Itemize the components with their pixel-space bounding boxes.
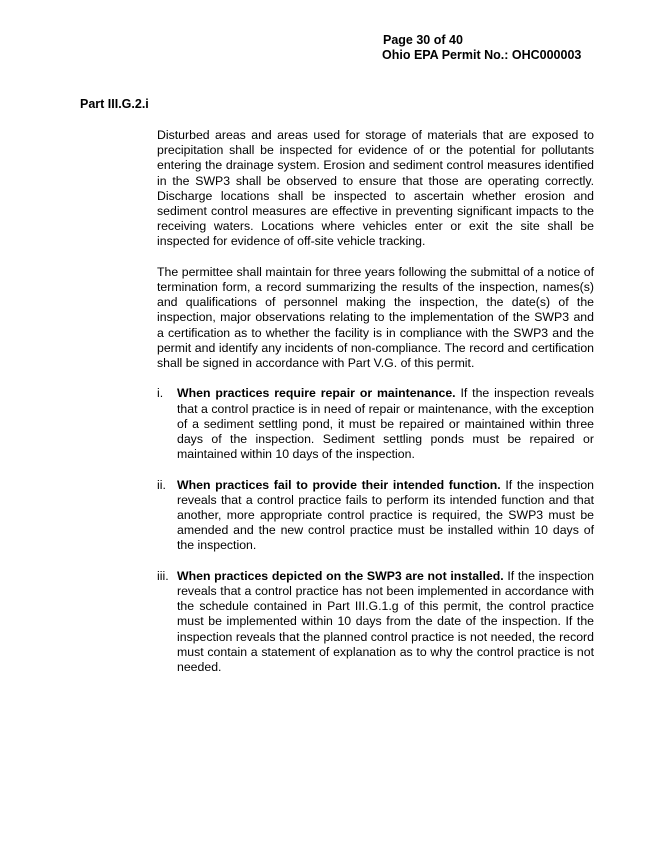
list-marker: ii. [157, 477, 166, 492]
list-item-text: If the inspection reveals that a control practice fails to perform its intended function and that another, more appropriate control practice is required, the SWP3 must be amended and the new control practice must be installed within 10 days of the inspection. [177, 477, 594, 553]
permit-number: Ohio EPA Permit No.: OHC000003 [382, 48, 582, 62]
list-item-heading: When practices require repair or maintenance. [177, 386, 456, 401]
list-item [157, 569, 594, 675]
list-marker: i. [157, 386, 164, 401]
list-item-heading: When practices depicted on the SWP3 are not installed. [177, 568, 504, 583]
section-label: Part III.G.2.i [80, 97, 149, 111]
list-item-text: If the inspection reveals that a control practice has not been implemented in accordance with the schedule contained in Part III.G.1.g of this permit, the control practice must be implemented within 10 days from the date of the inspection. If the inspection reveals that the planned control practice is not needed, the record must contain a statement of explanation as to why the control practice is not needed. [177, 568, 594, 675]
document-body [157, 128, 594, 690]
paragraph-record-keeping: The permittee shall maintain for three years following the submittal of a notice of termination form, a record summarizing the results of the inspection, names(s) and qualifications of personnel making the inspection, the date(s) of the inspection, major observations relating to the implementation of the SWP3 and a certification as to whether the facility is in compliance with the SWP3 and the permit and identify any incidents of non-compliance. The record and certification shall be signed in accordance with Part V.G. of this permit. [157, 264, 594, 371]
page-number: Page 30 of 40 [383, 33, 463, 47]
list-item [157, 386, 594, 462]
paragraph-inspection-scope: Disturbed areas and areas used for storage of materials that are exposed to precipitation shall be inspected for evidence of or the potential for pollutants entering the drainage system. Erosion and sediment control measures identified in the SWP3 shall be observed to ensure that those are operating correctly. Discharge locations shall be inspected to ascertain whether erosion and sediment control measures are effective in preventing significant impacts to the receiving waters. Locations where vehicles enter or exit the site shall be inspected for evidence of off-site vehicle tracking. [157, 128, 594, 249]
list-item [157, 478, 594, 554]
page-header [382, 33, 581, 63]
list-item-text: If the inspection reveals that a control practice is in need of repair or maintenance, with the exception of a sediment settling pond, it must be repaired or maintained within three days of the inspection. Sediment settling ponds must be repaired or maintained within 10 days of the inspection. [177, 386, 594, 462]
corrective-actions-list [157, 386, 594, 675]
list-item-heading: When practices fail to provide their intended function. [177, 477, 501, 492]
list-marker: iii. [157, 568, 169, 583]
